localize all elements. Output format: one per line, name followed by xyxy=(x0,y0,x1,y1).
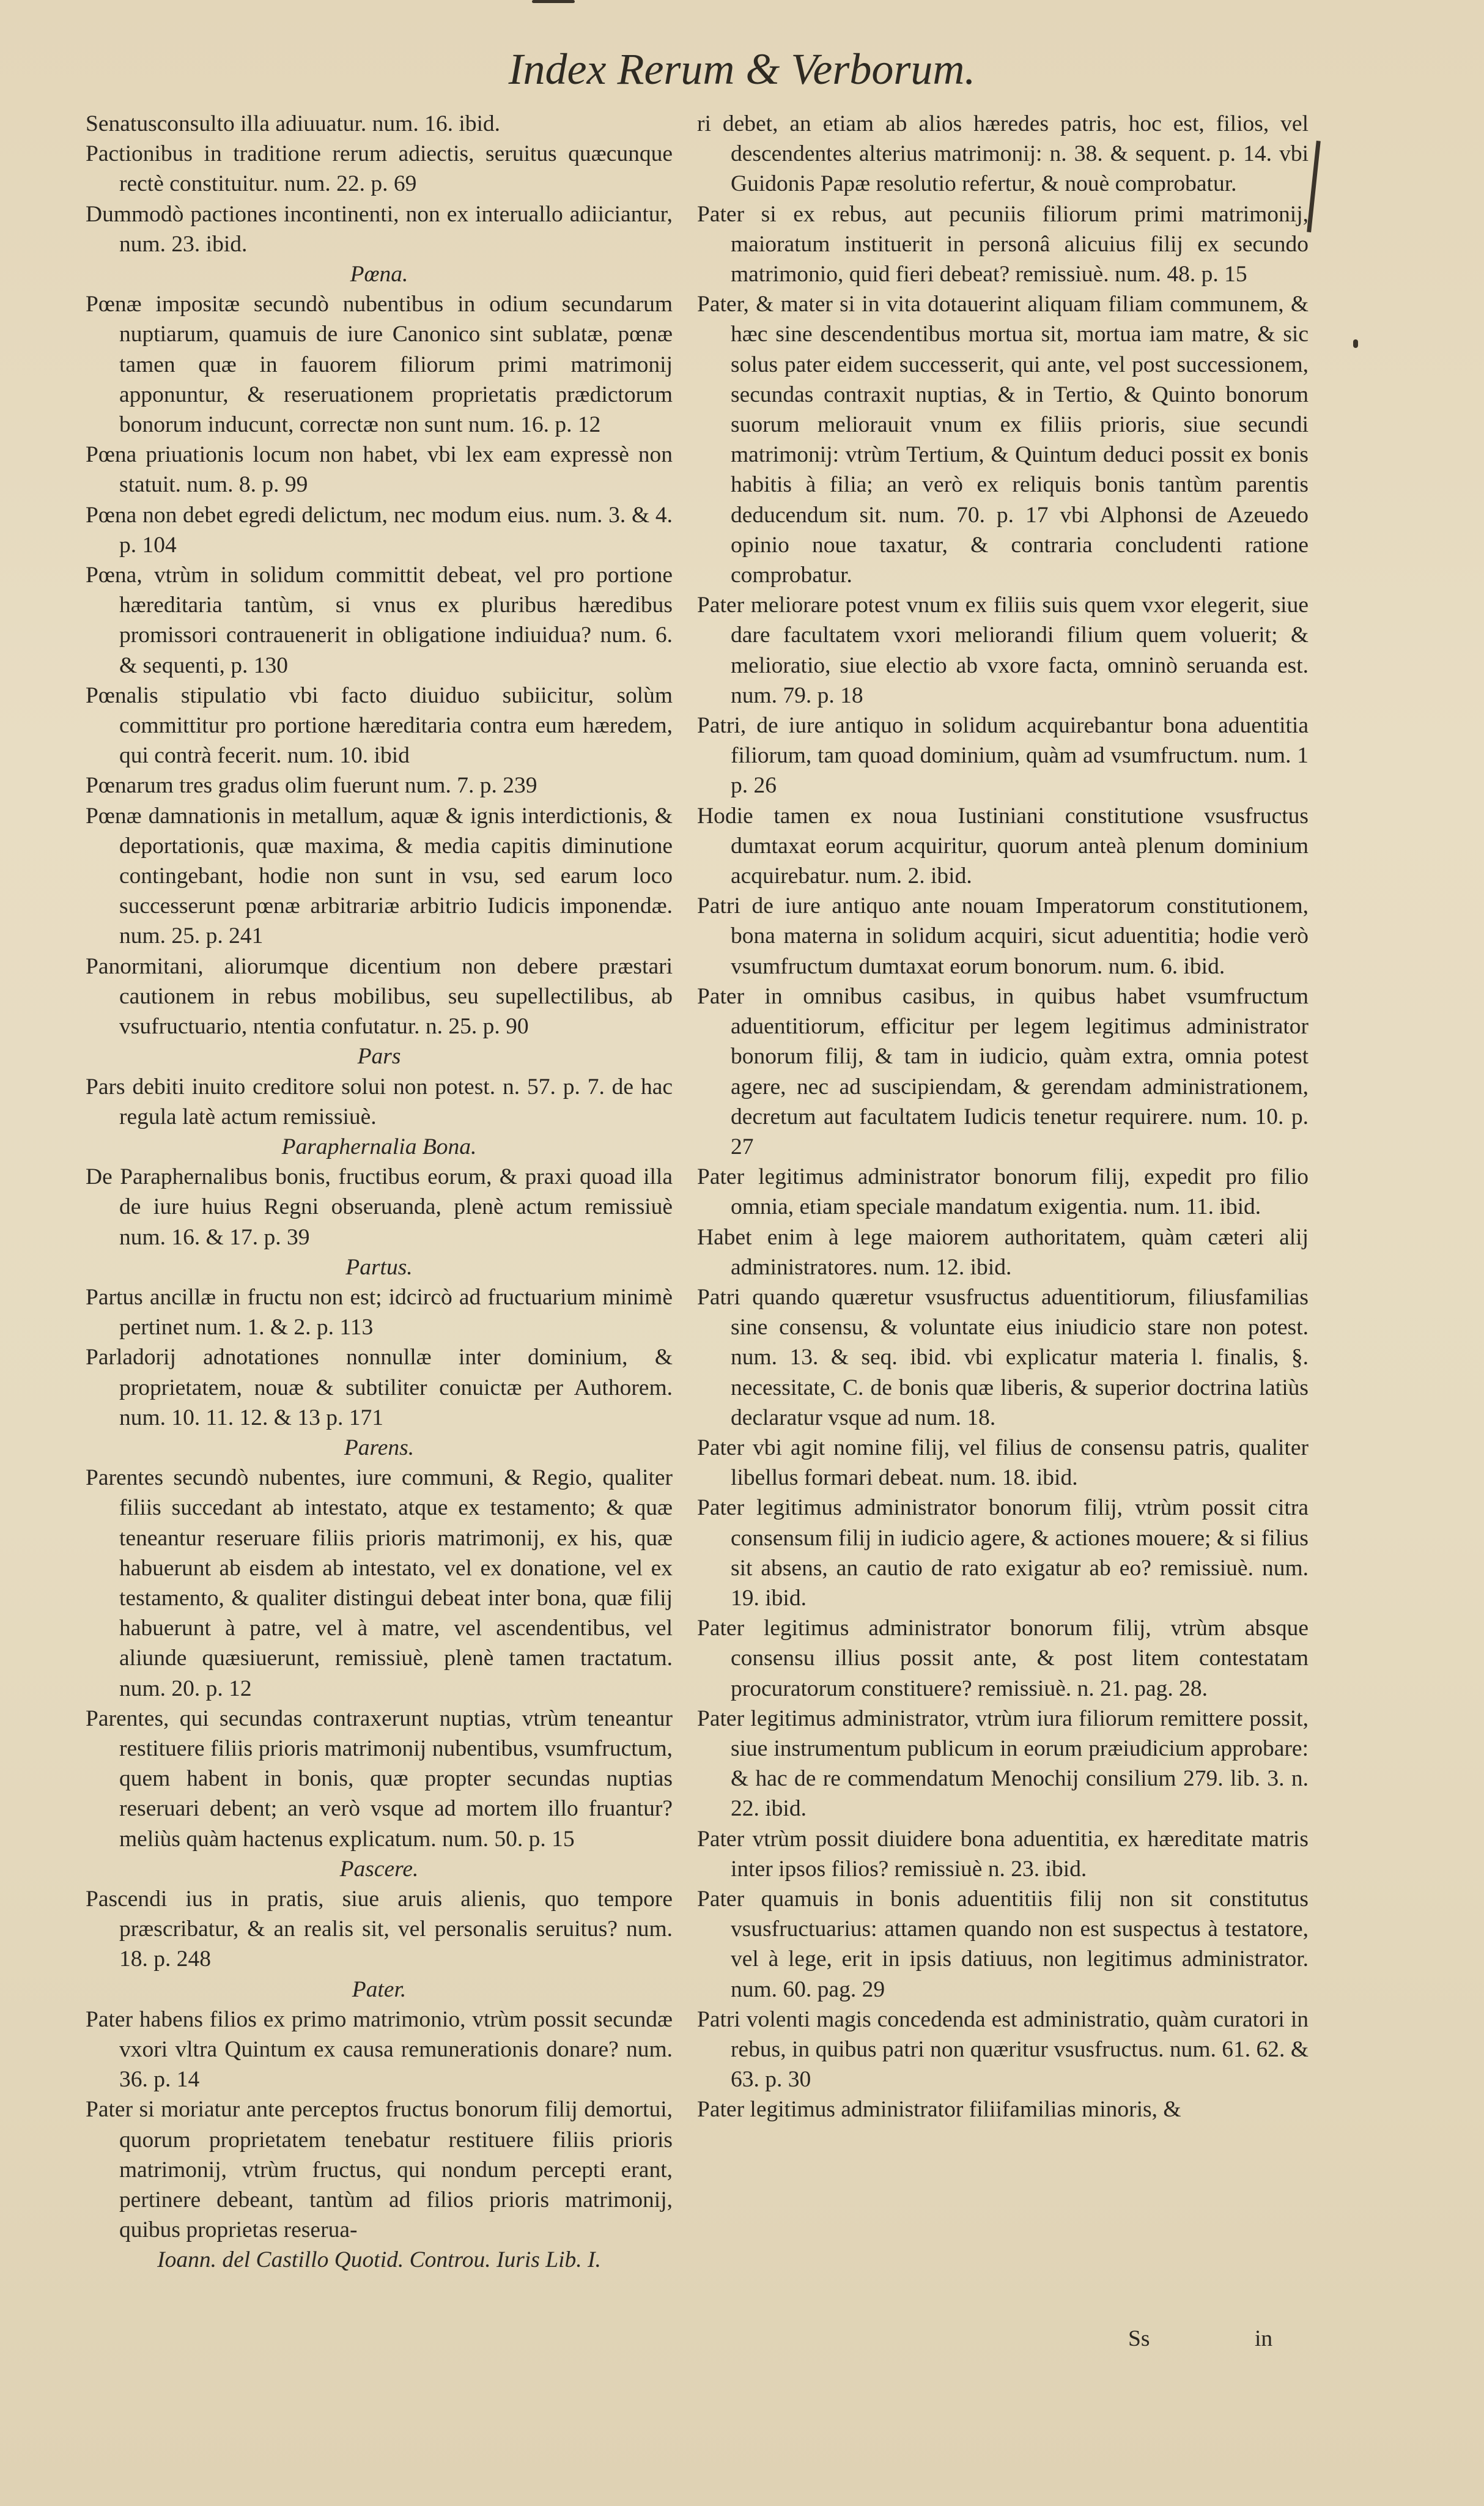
index-entry: Pater legitimus administrator bonorum filij, vtrùm absque consensu illius possit ante, & post litem contestatam procuratorum constituere? remissiuè. n. 21. pag. 28. xyxy=(697,1616,1309,1701)
index-entry: Pater quamuis in bonis aduentitiis filij non sit constitutus vsusfructuarius: attamen quando non est suspectus à testatore, vel à lege, erit in ipsis datiuus, non legitimus administrator. num. 60. pag. 29 xyxy=(697,1886,1309,2002)
index-entry: Pater legitimus administrator, vtrùm iura filiorum remittere possit, siue instrumentum publicum in eorum præiudicium approbare: & hac de re commendatum Menochij consilium 279. lib. 3. n. 22. ibid. xyxy=(697,1706,1309,1822)
index-heading: Pœna. xyxy=(350,262,408,287)
index-entry: Parentes secundò nubentes, iure communi, & Regio, qualiter filiis succedant ab intestato, atque ex testamento; & quæ teneantur reseruare filiis prioris matrimonij, ex his, quæ habuerunt ab eisdem ab intestato, vel ex donatione, vel ex testamento, & qualiter distingui debeat inter bona, quæ filij habuerunt à patre, vel à matre, vel ascendentibus, vel aliunde quæsiuerunt, remissiuè, plenè tamen tractatum. num. 20. p. 12 xyxy=(86,1465,673,1701)
page-title: Index Rerum & Verborum. xyxy=(508,45,976,94)
margin-ink-dot xyxy=(1353,339,1358,348)
ink-blot-top xyxy=(532,0,575,3)
index-entry: Pater legitimus administrator bonorum filij, vtrùm possit citra consensum filij in iudicio agere, & actiones mouere; & si filius sit absens, an cautio de rato exigatur ab eo? remissiuè. num. 19. ibid. xyxy=(697,1495,1309,1611)
margin-ink-mark xyxy=(1307,141,1321,232)
index-heading: Parens. xyxy=(344,1435,415,1460)
index-entry: Pater legitimus administrator bonorum filij, expedit pro filio omnia, etiam speciale mandatum exigentia. num. 11. ibid. xyxy=(697,1164,1309,1220)
index-entry: Panormitani, aliorumque dicentium non debere præstari cautionem in rebus mobilibus, seu supellectilibus, ab vsufructuario, ntentia confutatur. n. 25. p. 90 xyxy=(86,953,673,1040)
page-footer: Ioann. del Castillo Quotid. Controu. Iuris Lib. I. xyxy=(157,2247,601,2273)
index-heading: Paraphernalia Bona. xyxy=(281,1134,477,1159)
index-heading: Partus. xyxy=(345,1254,413,1280)
index-entry: Patri, de iure antiquo in solidum acquirebantur bona aduentitia filiorum, tam quoad dominium, quàm ad vsumfructum. num. 1 p. 26 xyxy=(697,713,1309,799)
index-entry: Pars debiti inuito creditore solui non potest. n. 57. p. 7. de hac regula latè actum remissiuè. xyxy=(86,1074,673,1129)
index-entry: Pascendi ius in pratis, siue aruis alienis, quo tempore præscribatur, & an realis sit, vel personalis seruitus? num. 18. p. 248 xyxy=(86,1886,673,1972)
index-entry: Pater si moriatur ante perceptos fructus bonorum filij demortui, quorum proprietatem tenebatur restituere filiis prioris matrimonij, vtrùm fructus, qui nondum percepti erant, pertinere debeant, tantùm ad filios prioris matrimonij, quibus proprietas reserua- xyxy=(86,2097,673,2243)
index-entry: Pactionibus in traditione rerum adiectis, seruitus quæcunque rectè constituitur. num. 22. p. 69 xyxy=(86,141,673,197)
index-entry: Pater vtrùm possit diuidere bona aduentitia, ex hæreditate matris inter ipsos filios? remissiuè n. 23. ibid. xyxy=(697,1826,1309,1882)
right-column xyxy=(697,109,1309,2125)
index-entry: Dummodò pactiones incontinenti, non ex interuallo adiiciantur, num. 23. ibid. xyxy=(86,201,673,257)
index-entry: Parladorij adnotationes nonnullæ inter dominium, & proprietatem, nouæ & subtiliter conuictæ per Authorem. num. 10. 11. 12. & 13 p. 171 xyxy=(86,1345,673,1430)
index-entry: Pœna non debet egredi delictum, nec modum eius. num. 3. & 4. p. 104 xyxy=(86,502,673,558)
left-column xyxy=(86,109,673,2275)
index-entry: Pater si ex rebus, aut pecuniis filiorum primi matrimonij, maioratum instituerit in personâ alicuius filij ex secundo matrimonio, quid fieri debeat? remissiuè. num. 48. p. 15 xyxy=(697,201,1309,287)
index-entry: Patri quando quæretur vsusfructus aduentitiorum, filiusfamilias sine consensu, & voluntate eius iniudicio stare non potest. num. 13. & seq. ibid. vbi explicatur materia l. finalis, §. necessitate, C. de bonis quæ liberis, & superior doctrina latiùs declaratur vsque ad num. 18. xyxy=(697,1284,1309,1430)
index-entry: Pater vbi agit nomine filij, vel filius de consensu patris, qualiter libellus formari debeat. num. 18. ibid. xyxy=(697,1435,1309,1491)
index-entry: ri debet, an etiam ab alios hæredes patris, hoc est, filios, vel descendentes alterius matrimonij: n. 38. & sequent. p. 14. vbi Guidonis Papæ resolutio refertur, & nouè comprobatur. xyxy=(697,111,1309,197)
index-entry: Patri de iure antiquo ante nouam Imperatorum constitutionem, bona materna in solidum acquiri, sicut aduentitia; hodie verò vsumfructum dumtaxat eorum bonorum. num. 6. ibid. xyxy=(697,893,1309,979)
index-entry: Pœna priuationis locum non habet, vbi lex eam expressè non statuit. num. 8. p. 99 xyxy=(86,442,673,498)
index-entry: Pœnarum tres gradus olim fuerunt num. 7. p. 239 xyxy=(86,773,537,799)
index-entry: De Paraphernalibus bonis, fructibus eorum, & praxi quoad illa de iure huius Regni obseruanda, plenè actum remissiuè num. 16. & 17. p. 39 xyxy=(86,1164,673,1250)
index-entry: Pœnæ damnationis in metallum, aquæ & ignis interdictionis, & deportationis, quæ maxima, & media capitis diminutione contingebant, hodie non sunt in vsu, sed earum loco successerunt pœnæ arbitrariæ arbitrio Iudicis imponendæ. num. 25. p. 241 xyxy=(86,803,673,949)
index-entry: Hodie tamen ex noua Iustiniani constitutione vsusfructus dumtaxat eorum acquiritur, quorum anteà plenum dominium acquirebatur. num. 2. ibid. xyxy=(697,803,1309,889)
index-entry: Pœnæ impositæ secundò nubentibus in odium secundarum nuptiarum, quamuis de iure Canonico sint sublatæ, pœnæ tamen quæ in fauorem filiorum primi matrimonij apponuntur, & reseruationem proprietatis prædictorum bonorum inducunt, correctæ non sunt num. 16. p. 12 xyxy=(86,292,673,438)
index-entry: Partus ancillæ in fructu non est; idcircò ad fructuarium minimè pertinet num. 1. & 2. p. 113 xyxy=(86,1284,673,1340)
index-entry: Pœnalis stipulatio vbi facto diuiduo subiicitur, solùm committitur pro portione hæreditaria contra eum hæredem, qui contrà fecerit. num. 10. ibid xyxy=(86,682,673,769)
index-entry: Pater, & mater si in vita dotauerint aliquam filiam communem, & hæc sine descendentibus mortua sit, mortua iam matre, & sic solus pater eidem successerit, qui ante, vel post successionem, secundas contraxit nuptias, & in Tertio, & Quinto bonorum suorum meliorauit vnum ex filiis prioris, siue secundi matrimonij: vtrùm Tertium, & Quintum deduci possit ex bonis habitis à filia; an verò ex reliquis bonis tantùm parentis deducendum sit. num. 70. p. 17 vbi Alphonsi de Azeuedo opinio noue taxatur, & contraria concludenti ratione comprobatur. xyxy=(697,292,1309,588)
index-entry: Parentes, qui secundas contraxerunt nuptias, vtrùm teneantur restituere filiis prioris matrimonij nubentibus, vsumfructum, quem habent in bonis, quæ propter secundas nuptias reseruari debent; an verò vsque ad mortem illo fruantur? meliùs quàm hactenus explicatum. num. 50. p. 15 xyxy=(86,1706,673,1852)
index-entry: Habet enim à lege maiorem authoritatem, quàm cæteri alij administratores. num. 12. ibid. xyxy=(697,1224,1309,1280)
index-entry: Pœna, vtrùm in solidum committit debeat, vel pro portione hæreditaria tantùm, si vnus ex pluribus hæredibus promissori contrauenerit in obligatione indiuidua? num. 6. & sequenti, p. 130 xyxy=(86,563,673,678)
index-entry: Pater legitimus administrator filiifamilias minoris, & xyxy=(697,2097,1181,2123)
index-entry: Pater in omnibus casibus, in quibus habet vsumfructum aduentitiorum, efficitur per legem legitimus administrator bonorum filij, & tam in iudicio, quàm extra, omnia potest agere, nec ad suscipiendam, & gerendam administrationem, decretum aut facultatem Iudicis tenetur requirere. num. 10. p. 27 xyxy=(697,983,1309,1159)
index-heading: Pater. xyxy=(352,1976,407,2002)
signature-mark: Ss xyxy=(1128,2326,1150,2351)
index-entry: Pater meliorare potest vnum ex filiis suis quem vxor elegerit, siue dare facultatem vxori meliorandi filium quem voluerit; & melioratio, siue electio ab vxore facta, omninò seruanda est. num. 79. p. 18 xyxy=(697,593,1309,708)
index-entry: Senatusconsulto illa adiuuatur. num. 16. ibid. xyxy=(86,111,501,136)
catchword: in xyxy=(1255,2326,1273,2351)
index-heading: Pascere. xyxy=(339,1856,419,1882)
index-heading: Pars xyxy=(357,1044,401,1070)
index-entry: Patri volenti magis concedenda est administratio, quàm curatori in rebus, in quibus patri non quæritur vsusfructus. num. 61. 62. & 63. p. 30 xyxy=(697,2006,1309,2093)
index-entry: Pater habens filios ex primo matrimonio, vtrùm possit secundæ vxori vltra Quintum ex causa remunerationis donare? num. 36. p. 14 xyxy=(86,2006,673,2093)
